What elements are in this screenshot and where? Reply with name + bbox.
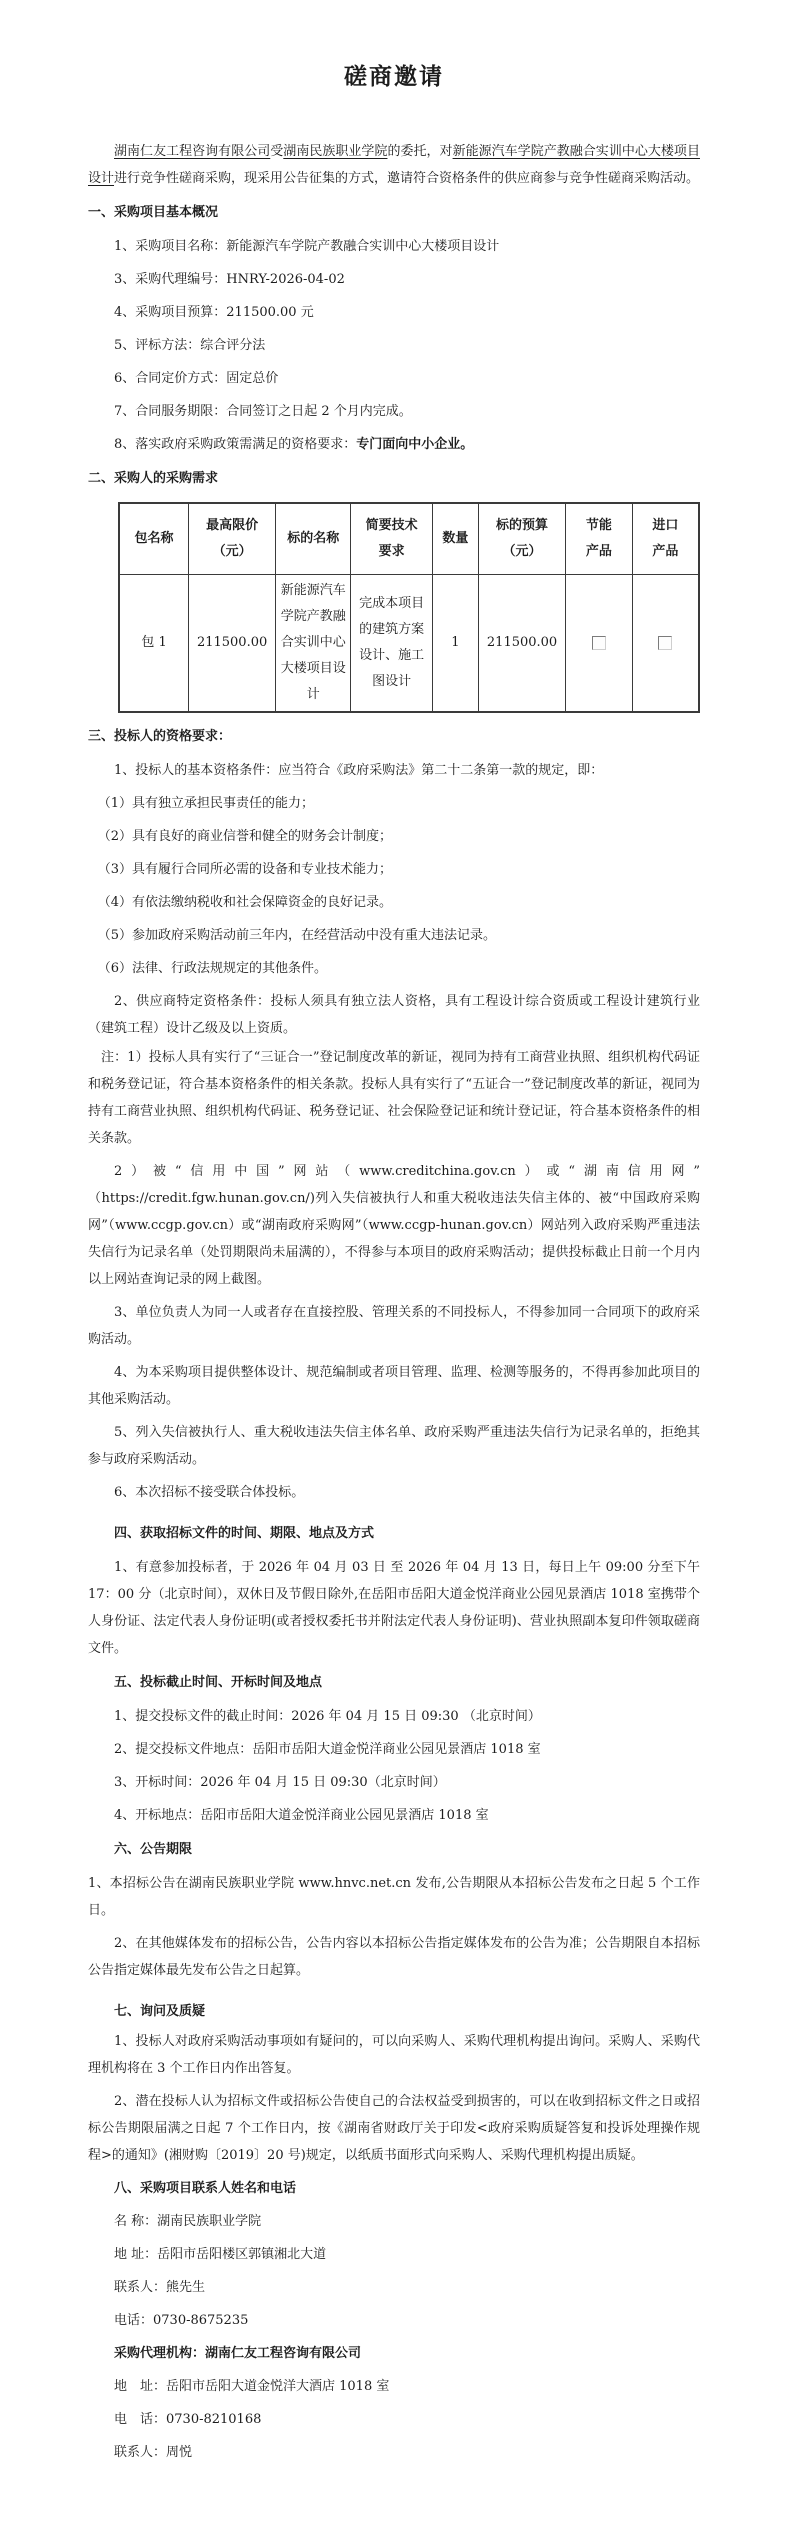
- intro-text: 受: [270, 144, 284, 159]
- header-text: 简要技术: [365, 518, 418, 533]
- intro-text: 进行竞争性磋商采购，现采用公告征集的方式，邀请符合资格条件的供应商参与竞争性磋商采购活动。: [114, 171, 700, 186]
- purchaser-name-underlined: 湖南民族职业学院: [283, 144, 388, 159]
- list-item-announcement-period: 1、本招标公告在湖南民族职业学院 www.hnvc.net.cn 发布,公告期限从本招标公告发布之日起 5 个工作日。: [88, 1876, 700, 1918]
- col-header-energy-saving: [566, 503, 633, 575]
- cell-energy-saving: [566, 575, 633, 713]
- contact-line-purchaser-address: 地 址：岳阳市岳阳楼区郭镇湘北大道: [114, 2247, 327, 2262]
- list-item-qualification-3: （3）具有履行合同所必需的设备和专业技术能力；: [97, 862, 393, 877]
- cell-max-price: 211500.00: [189, 575, 276, 713]
- col-header-quantity: [432, 503, 478, 575]
- list-item-dishonest-list-restriction: 5、列入失信被执行人、重大税收违法失信主体名单、政府采购严重违法失信行为记录名单的，拒绝其参与政府采购活动。: [88, 1425, 700, 1467]
- table-header-row: [119, 503, 699, 575]
- contact-line-purchaser-name: 名 称：湖南民族职业学院: [114, 2214, 262, 2229]
- header-text: （元）: [212, 544, 252, 559]
- list-item-evaluation-method: 5、评标方法：综合评分法: [114, 338, 266, 353]
- section-5-heading: 五、投标截止时间、开标时间及地点: [114, 1675, 323, 1690]
- contact-section: [88, 2175, 700, 2466]
- agency-title-line: 采购代理机构：湖南仁友工程咨询有限公司: [114, 2346, 362, 2361]
- header-text: 包名称: [134, 531, 174, 546]
- list-item-service-period: 7、合同服务期限：合同签订之日起 2 个月内完成。: [114, 404, 412, 419]
- col-header-tech-req: [351, 503, 432, 575]
- col-header-target-budget: [479, 503, 566, 575]
- list-item-basic-qualification: 1、投标人的基本资格条件：应当符合《政府采购法》第二十二条第一款的规定，即：: [114, 763, 604, 778]
- header-text: 节能: [585, 518, 612, 533]
- col-header-package: [119, 503, 189, 575]
- header-text: 标的名称: [287, 531, 340, 546]
- list-item-qualification-2: （2）具有良好的商业信誉和健全的财务会计制度；: [97, 829, 393, 844]
- import-checkbox[interactable]: [658, 636, 672, 650]
- list-item-other-media: 2、在其他媒体发布的招标公告，公告内容以本招标公告指定媒体发布的公告为准；公告期限自本招标公告指定媒体最先发布公告之日起算。: [88, 1936, 700, 1978]
- section-1-heading: 一、采购项目基本概况: [88, 205, 219, 220]
- list-item-design-service-restriction: 4、为本采购项目提供整体设计、规范编制或者项目管理、监理、检测等服务的，不得再参加此项目的其他采购活动。: [88, 1365, 700, 1407]
- page-title: 磋商邀请: [344, 63, 444, 90]
- list-item-opening-location: 4、开标地点：岳阳市岳阳大道金悦洋商业公园见景酒店 1018 室: [114, 1808, 489, 1823]
- header-text: 进口: [652, 518, 679, 533]
- header-text: 产品: [585, 544, 612, 559]
- cell-tech-req: 完成本项目的建筑方案设计、施工图设计: [351, 575, 432, 713]
- header-text: 标的预算: [496, 518, 549, 533]
- col-header-target-name: [276, 503, 351, 575]
- policy-requirement-label: 8、落实政府采购政策需满足的资格要求：: [114, 437, 357, 452]
- contact-line-agency-address: 地 址：岳阳市岳阳大道金悦洋大酒店 1018 室: [114, 2379, 390, 2394]
- list-item-project-name: 1、采购项目名称：新能源汽车学院产教融合实训中心大楼项目设计: [114, 239, 500, 254]
- contact-line-purchaser-contact: 联系人：熊先生: [114, 2280, 206, 2295]
- list-item-pricing-method: 6、合同定价方式：固定总价: [114, 371, 279, 386]
- section-2-heading: 二、采购人的采购需求: [88, 471, 219, 486]
- requirements-table: [118, 502, 700, 713]
- list-item-qualification-5: （5）参加政府采购活动前三年内，在经营活动中没有重大违法记录。: [97, 928, 497, 943]
- contact-line-agency-contact: 联系人：周悦: [114, 2445, 193, 2460]
- list-item-opening-time: 3、开标时间：2026 年 04 月 15 日 09:30（北京时间）: [114, 1775, 446, 1790]
- table-row: [119, 575, 699, 713]
- section-8-heading: 八、采购项目联系人姓名和电话: [114, 2181, 297, 2196]
- header-text: 最高限价: [206, 518, 259, 533]
- list-item-policy-requirement: [88, 431, 700, 458]
- list-item-inquiry: 1、投标人对政府采购活动事项如有疑问的，可以向采购人、采购代理机构提出询问。采购人、采购代理机构将在 3 个工作日内作出答复。: [88, 2034, 700, 2076]
- list-item-submission-deadline: 1、提交投标文件的截止时间：2026 年 04 月 15 日 09:30 （北京时间）: [114, 1709, 541, 1724]
- contact-line-agency-phone: 电 话：0730-8210168: [114, 2412, 262, 2427]
- list-item-document-acquisition: 1、有意参加投标者，于 2026 年 04 月 03 日 至 2026 年 04 月 13 日，每日上午 09:00 分至下午 17：00 分（北京时间），双休日及节假日除外,在岳阳市岳阳大道金悦洋商业公园见景酒店 1018 室携带个人身份证、法定代表人身份证明(或者授权委托书并附法定代表人身份证明)、营业执照副本复印件领取磋商文件。: [88, 1560, 700, 1656]
- cell-target-name: 新能源汽车学院产教融合实训中心大楼项目设计: [276, 575, 351, 713]
- col-header-import: [632, 503, 699, 575]
- section-3-heading: 三、投标人的资格要求：: [88, 729, 232, 744]
- list-item-budget: 4、采购项目预算：211500.00 元: [114, 305, 314, 320]
- smb-only-bold-text: 专门面向中小企业。: [356, 437, 474, 452]
- header-text: 要求: [378, 544, 405, 559]
- intro-paragraph: [88, 138, 700, 192]
- header-text: 数量: [442, 531, 469, 546]
- section-4-heading: 四、获取招标文件的时间、期限、地点及方式: [114, 1526, 375, 1541]
- note-paragraph: 注：1）投标人具有实行了“三证合一”登记制度改革的新证，视同为持有工商营业执照、组织机构代码证和税务登记证，符合基本资格条件的相关条款。投标人具有实行了“五证合一”登记制度改革的新证，视同为持有工商营业执照、组织机构代码证、税务登记证、社会保险登记证和统计登记证，符合基本资格条件的相关条款。: [88, 1050, 700, 1146]
- cell-budget: 211500.00: [479, 575, 566, 713]
- col-header-max-price: [189, 503, 276, 575]
- list-item-specific-qualification: 2、供应商特定资格条件：投标人须具有独立法人资格，具有工程设计综合资质或工程设计建筑行业（建筑工程）设计乙级及以上资质。: [88, 994, 700, 1036]
- list-item-no-consortium: 6、本次招标不接受联合体投标。: [114, 1485, 305, 1500]
- contact-line-purchaser-phone: 电话：0730-8675235: [114, 2313, 249, 2328]
- note-paragraph-credit-websites: 2）被“信用中国”网站（www.creditchina.gov.cn）或“湖南信用网”（https://credit.fgw.hunan.gov.cn/)列入失信被执行人和重大税收违法失信主体的、被“中国政府采购网”（www.ccgp.gov.cn）或“湖南政府采购网”（www.ccgp-hunan.gov.cn）网站列入政府采购严重违法失信行为记录名单（处罚期限尚未届满的），不得参与本项目的政府采购活动；提供投标截止日前一个月内以上网站查询记录的网上截图。: [88, 1164, 700, 1287]
- list-item-agency-number: 3、采购代理编号：HNRY-2026-04-02: [114, 272, 345, 287]
- section-6-heading: 六、公告期限: [114, 1842, 193, 1857]
- list-item-submission-location: 2、提交投标文件地点：岳阳市岳阳大道金悦洋商业公园见景酒店 1018 室: [114, 1742, 541, 1757]
- list-item-qualification-4: （4）有依法缴纳税收和社会保障资金的良好记录。: [97, 895, 393, 910]
- list-item-qualification-6: （6）法律、行政法规规定的其他条件。: [97, 961, 328, 976]
- list-item-qualification-1: （1）具有独立承担民事责任的能力；: [97, 796, 315, 811]
- cell-quantity: 1: [432, 575, 478, 713]
- agency-name-underlined: 湖南仁友工程咨询有限公司: [114, 144, 271, 159]
- list-item-objection: 2、潜在投标人认为招标文件或招标公告使自己的合法权益受到损害的，可以在收到招标文件之日或招标公告期限届满之日起 7 个工作日内，按《湖南省财政厅关于印发<政府采购质疑答复和投诉处理操作规程>的通知》(湘财购〔2019〕20 号)规定，以纸质书面形式向采购人、采购代理机构提出质疑。: [88, 2094, 700, 2163]
- project-name-underlined: 新能源汽车学院产教融合实训中心大楼项目设计: [88, 144, 700, 186]
- header-text: （元）: [502, 544, 542, 559]
- energy-saving-checkbox[interactable]: [592, 636, 606, 650]
- section-7-heading: 七、询问及质疑: [114, 2004, 206, 2019]
- header-text: 产品: [652, 544, 679, 559]
- cell-package: 包 1: [119, 575, 189, 713]
- intro-text: 的委托，对: [387, 144, 453, 159]
- cell-import: [632, 575, 699, 713]
- list-item-same-responsible-person: 3、单位负责人为同一人或者存在直接控股、管理关系的不同投标人，不得参加同一合同项下的政府采购活动。: [88, 1305, 700, 1347]
